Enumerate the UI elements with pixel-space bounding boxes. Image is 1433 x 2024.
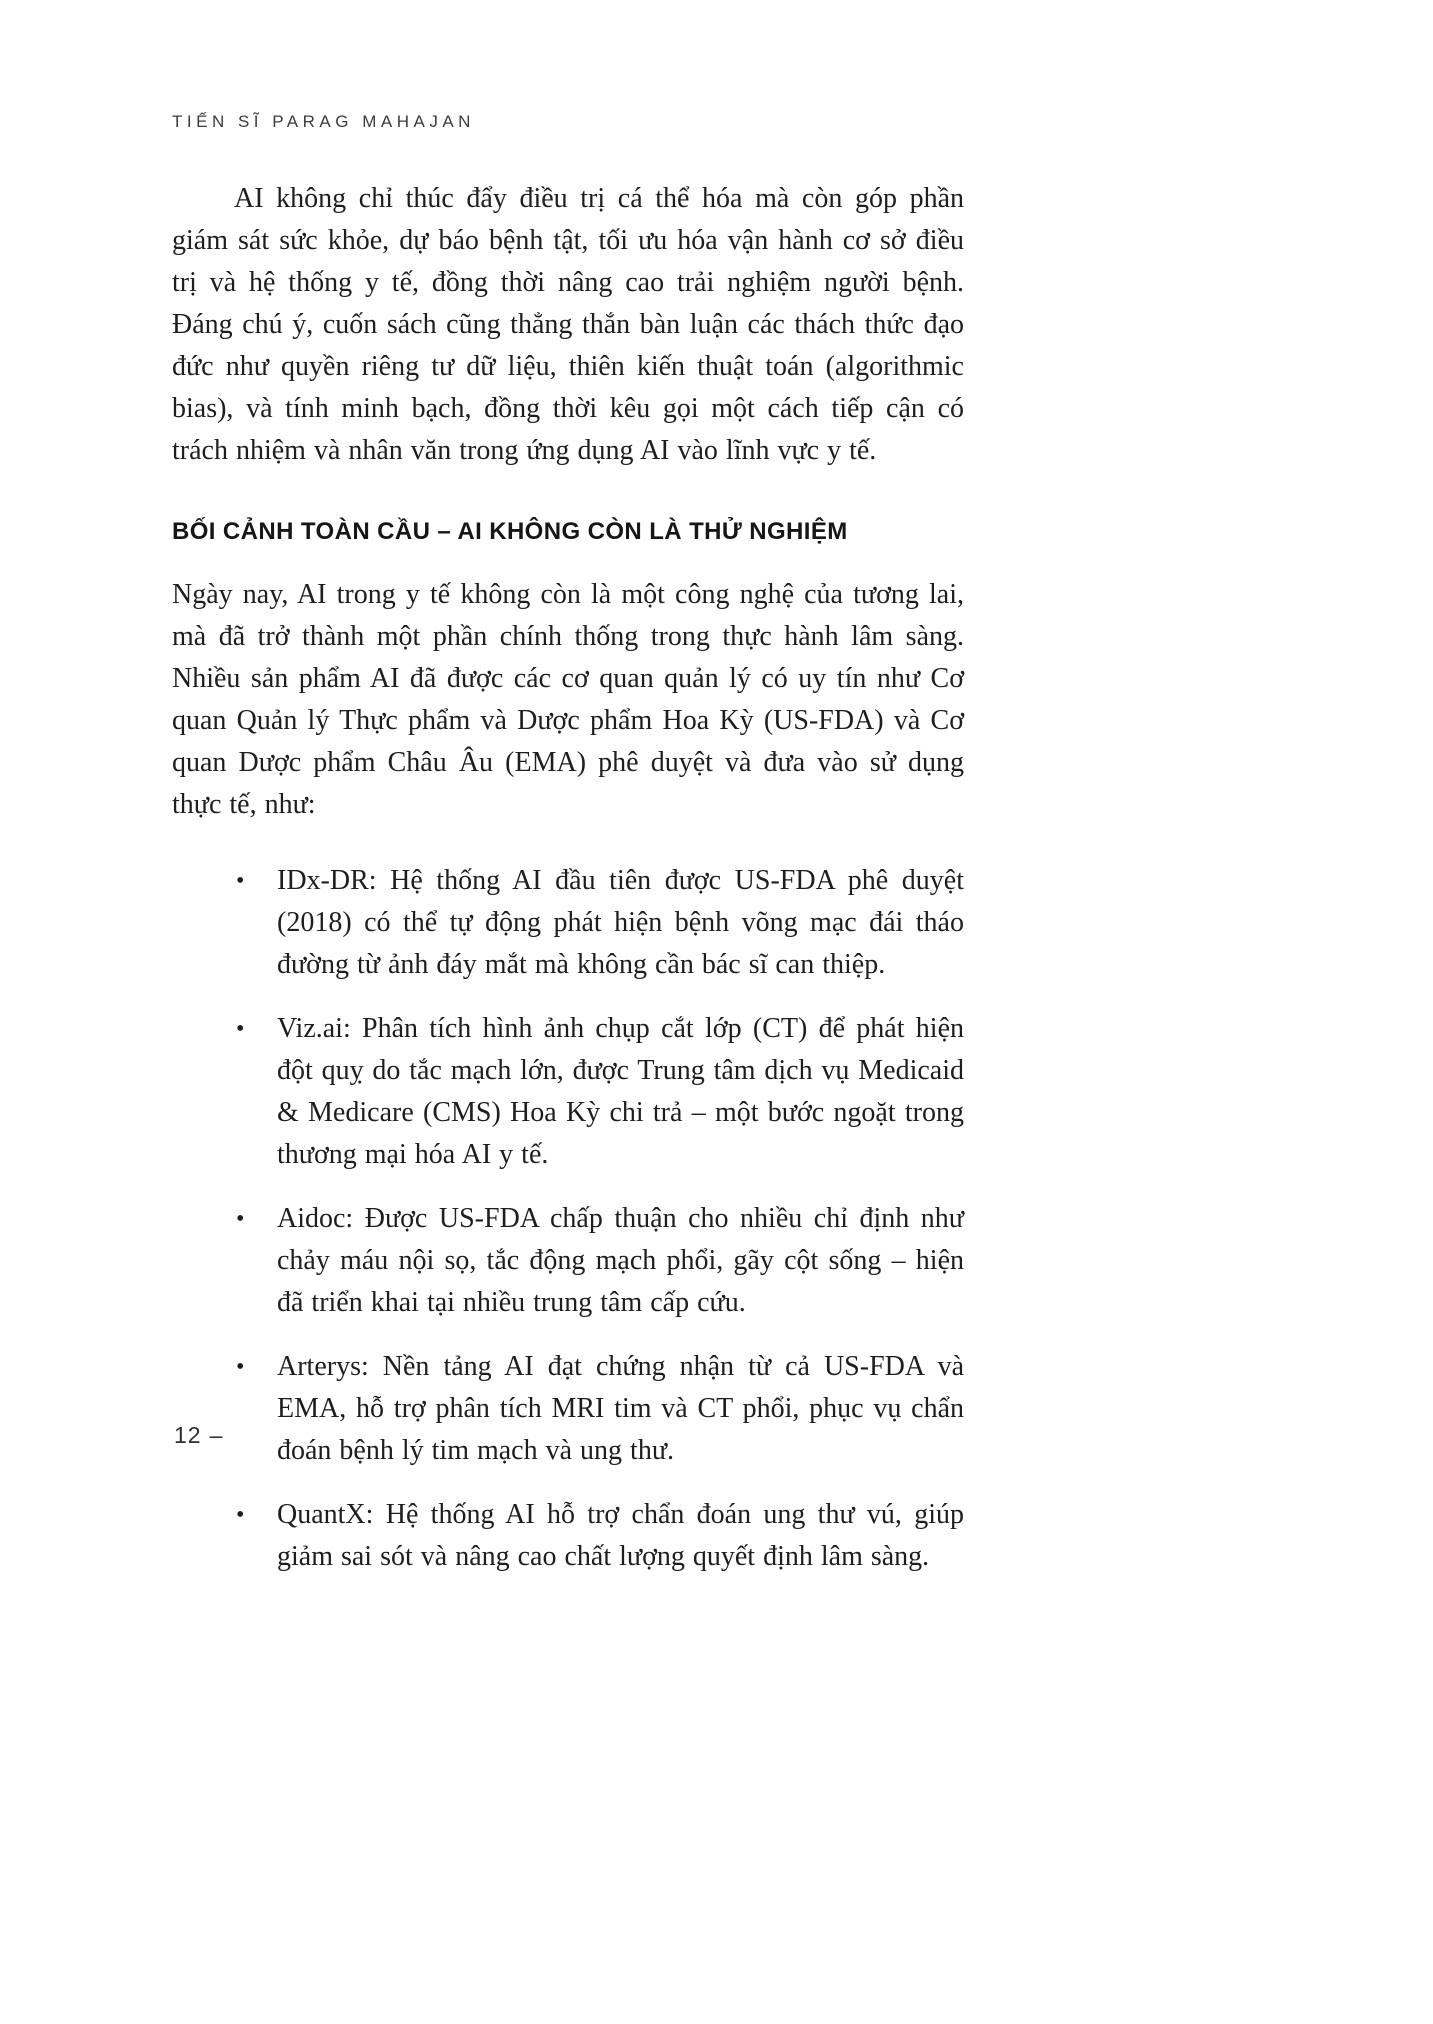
list-item [172, 1008, 964, 1176]
running-header-author: TIẾN SĨ PARAG MAHAJAN [172, 112, 475, 131]
bullet-list [172, 860, 964, 1578]
list-item [172, 860, 964, 986]
list-item-text: IDx-DR: Hệ thống AI đầu tiên được US-FDA phê duyệt (2018) có thể tự động phát hiện bệnh võng mạc đái tháo đường từ ảnh đáy mắt mà không cần bác sĩ can thiệp. [277, 865, 964, 980]
bullet-icon: • [236, 1502, 245, 1528]
list-item-text: Viz.ai: Phân tích hình ảnh chụp cắt lớp (CT) để phát hiện đột quỵ do tắc mạch lớn, được Trung tâm dịch vụ Medicaid & Medicare (CMS) Hoa Kỳ chi trả – một bước ngoặt trong thương mại hóa AI y tế. [277, 1013, 964, 1170]
section-heading: BỐI CẢNH TOÀN CẦU – AI KHÔNG CÒN LÀ THỬ NGHIỆM [172, 518, 848, 545]
page-content [172, 112, 964, 1600]
footer-dash: – [209, 1422, 224, 1448]
bullet-icon: • [236, 1206, 245, 1232]
list-item-text: Arterys: Nền tảng AI đạt chứng nhận từ cả US-FDA và EMA, hỗ trợ phân tích MRI tim và CT phổi, phục vụ chẩn đoán bệnh lý tim mạch và ung thư. [277, 1351, 964, 1466]
bullet-icon: • [236, 1016, 245, 1042]
list-item-text: QuantX: Hệ thống AI hỗ trợ chẩn đoán ung thư vú, giúp giảm sai sót và nâng cao chất lượng quyết định lâm sàng. [277, 1499, 964, 1572]
paragraph-body: Ngày nay, AI trong y tế không còn là một công nghệ của tương lai, mà đã trở thành một phần chính thống trong thực hành lâm sàng. Nhiều sản phẩm AI đã được các cơ quan quản lý có uy tín như Cơ quan Quản lý Thực phẩm và Dược phẩm Hoa Kỳ (US-FDA) và Cơ quan Dược phẩm Châu Âu (EMA) phê duyệt và đưa vào sử dụng thực tế, như: [172, 579, 964, 820]
paragraph-intro: AI không chỉ thúc đẩy điều trị cá thể hóa mà còn góp phần giám sát sức khỏe, dự báo bệnh tật, tối ưu hóa vận hành cơ sở điều trị và hệ thống y tế, đồng thời nâng cao trải nghiệm người bệnh. Đáng chú ý, cuốn sách cũng thẳng thắn bàn luận các thách thức đạo đức như quyền riêng tư dữ liệu, thiên kiến thuật toán (algorithmic bias), và tính minh bạch, đồng thời kêu gọi một cách tiếp cận có trách nhiệm và nhân văn trong ứng dụng AI vào lĩnh vực y tế. [172, 183, 964, 466]
list-item [172, 1346, 964, 1472]
bullet-icon: • [236, 1354, 245, 1380]
list-item [172, 1494, 964, 1578]
page-footer [174, 1422, 223, 1449]
bullet-icon: • [236, 868, 245, 894]
page-number: 12 [174, 1422, 202, 1448]
list-item [172, 1198, 964, 1324]
list-item-text: Aidoc: Được US-FDA chấp thuận cho nhiều chỉ định như chảy máu nội sọ, tắc động mạch phổi, gãy cột sống – hiện đã triển khai tại nhiều trung tâm cấp cứu. [277, 1203, 964, 1318]
